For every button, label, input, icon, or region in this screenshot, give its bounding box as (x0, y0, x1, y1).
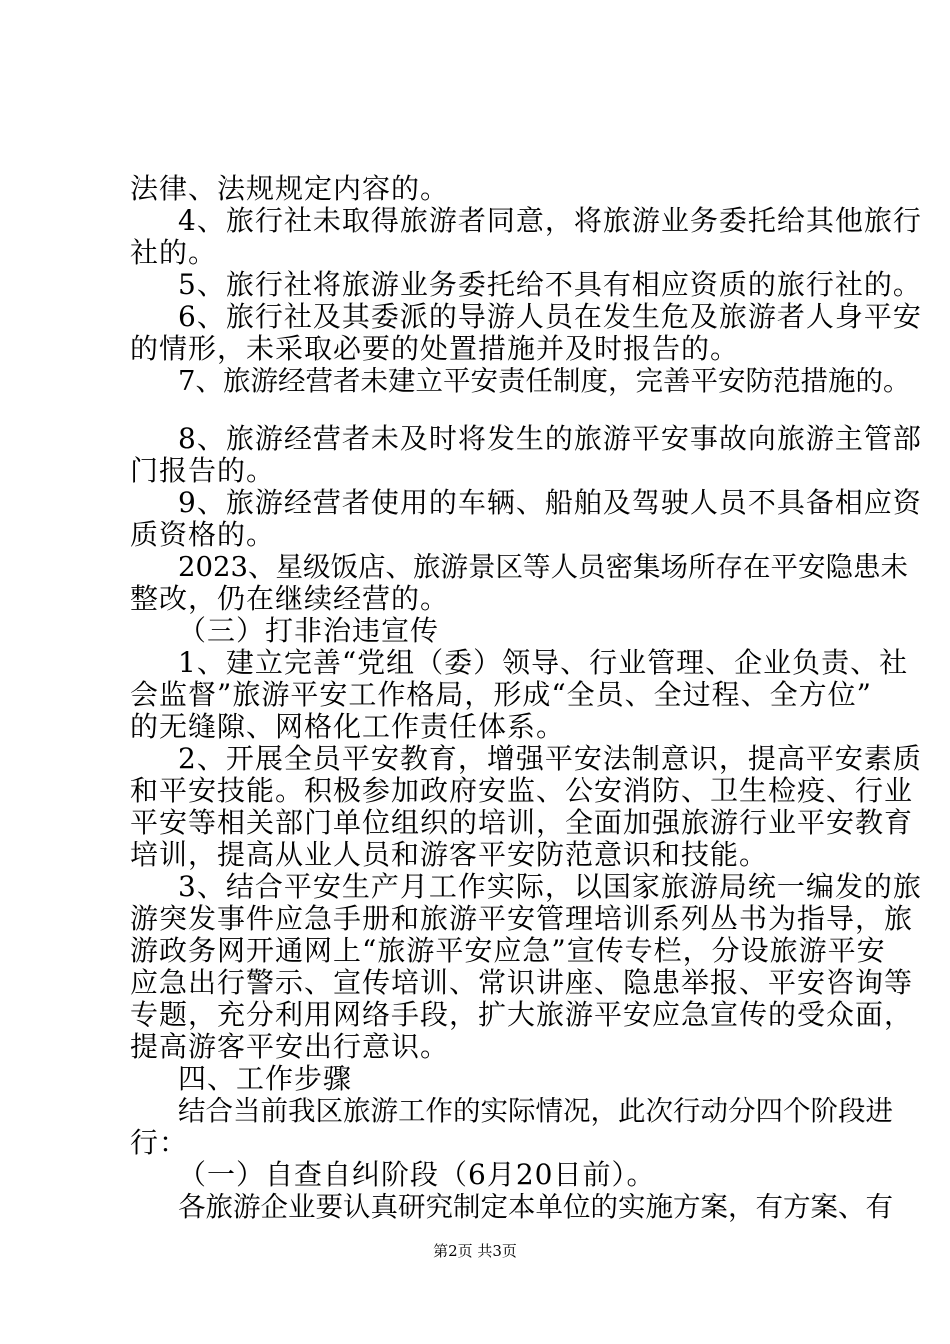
text-line: 5、旅行社将旅游业务委托给不具有相应资质的旅行社的。 (178, 268, 922, 301)
text-line: 8、旅游经营者未及时将发生的旅游平安事故向旅游主管部 (178, 422, 922, 455)
text-line: 1、建立完善“党组（委）领导、行业管理、企业负责、社 (178, 646, 909, 679)
text-line: 社的。 (130, 236, 218, 269)
text-line: 的无缝隙、网格化工作责任体系。 (130, 710, 566, 743)
text-line: 法律、法规规定内容的。 (130, 172, 450, 205)
text-line: 6、旅行社及其委派的导游人员在发生危及旅游者人身平安 (178, 300, 922, 333)
text-line: 的情形，未采取必要的处置措施并及时报告的。 (130, 332, 740, 365)
text-line: 4、旅行社未取得旅游者同意，将旅游业务委托给其他旅行 (178, 204, 922, 237)
text-line: 游突发事件应急手册和旅游平安管理培训系列丛书为指导，旅 (130, 902, 914, 935)
text-line: 结合当前我区旅游工作的实际情况，此次行动分四个阶段进 (178, 1095, 893, 1127)
text-line: 2023、星级饭店、旅游景区等人员密集场所存在平安隐患未 (178, 551, 908, 583)
text-line: 应急出行警示、宣传培训、常识讲座、隐患举报、平安咨询等 (130, 966, 914, 999)
section-heading: （一）自查自纠阶段（6月20日前）。 (178, 1158, 656, 1191)
text-line: 门报告的。 (130, 454, 276, 487)
text-line: 9、旅游经营者使用的车辆、船舶及驾驶人员不具备相应资 (178, 486, 922, 519)
text-line: 会监督”旅游平安工作格局，形成“全员、全过程、全方位” (130, 678, 872, 711)
text-line: 平安等相关部门单位组织的培训，全面加强旅游行业平安教育 (130, 806, 914, 839)
section-heading: （三）打非治违宣传 (178, 614, 440, 647)
text-line: 整改，仍在继续经营的。 (130, 582, 450, 615)
text-line: 行： (130, 1126, 189, 1159)
page-footer: 第2页 共3页 (433, 1242, 517, 1260)
text-line: 7、旅游经营者未建立平安责任制度，完善平安防范措施的。 (178, 365, 911, 397)
text-line: 提高游客平安出行意识。 (130, 1030, 450, 1063)
text-line: 和平安技能。积极参加政府安监、公安消防、卫生检疫、行业 (130, 774, 914, 807)
text-line: 质资格的。 (130, 518, 276, 551)
text-line: 专题，充分利用网络手段，扩大旅游平安应急宣传的受众面， (130, 998, 914, 1031)
section-heading: 四、工作步骤 (178, 1062, 353, 1095)
text-line: 2、开展全员平安教育，增强平安法制意识，提高平安素质 (178, 742, 922, 775)
text-line: 培训，提高从业人员和游客平安防范意识和技能。 (130, 838, 769, 871)
text-line: 游政务网开通网上“旅游平安应急”宣传专栏，分设旅游平安 (130, 934, 886, 967)
text-line: 各旅游企业要认真研究制定本单位的实施方案，有方案、有 (178, 1191, 893, 1223)
text-line: 3、结合平安生产月工作实际，以国家旅游局统一编发的旅 (178, 870, 922, 903)
